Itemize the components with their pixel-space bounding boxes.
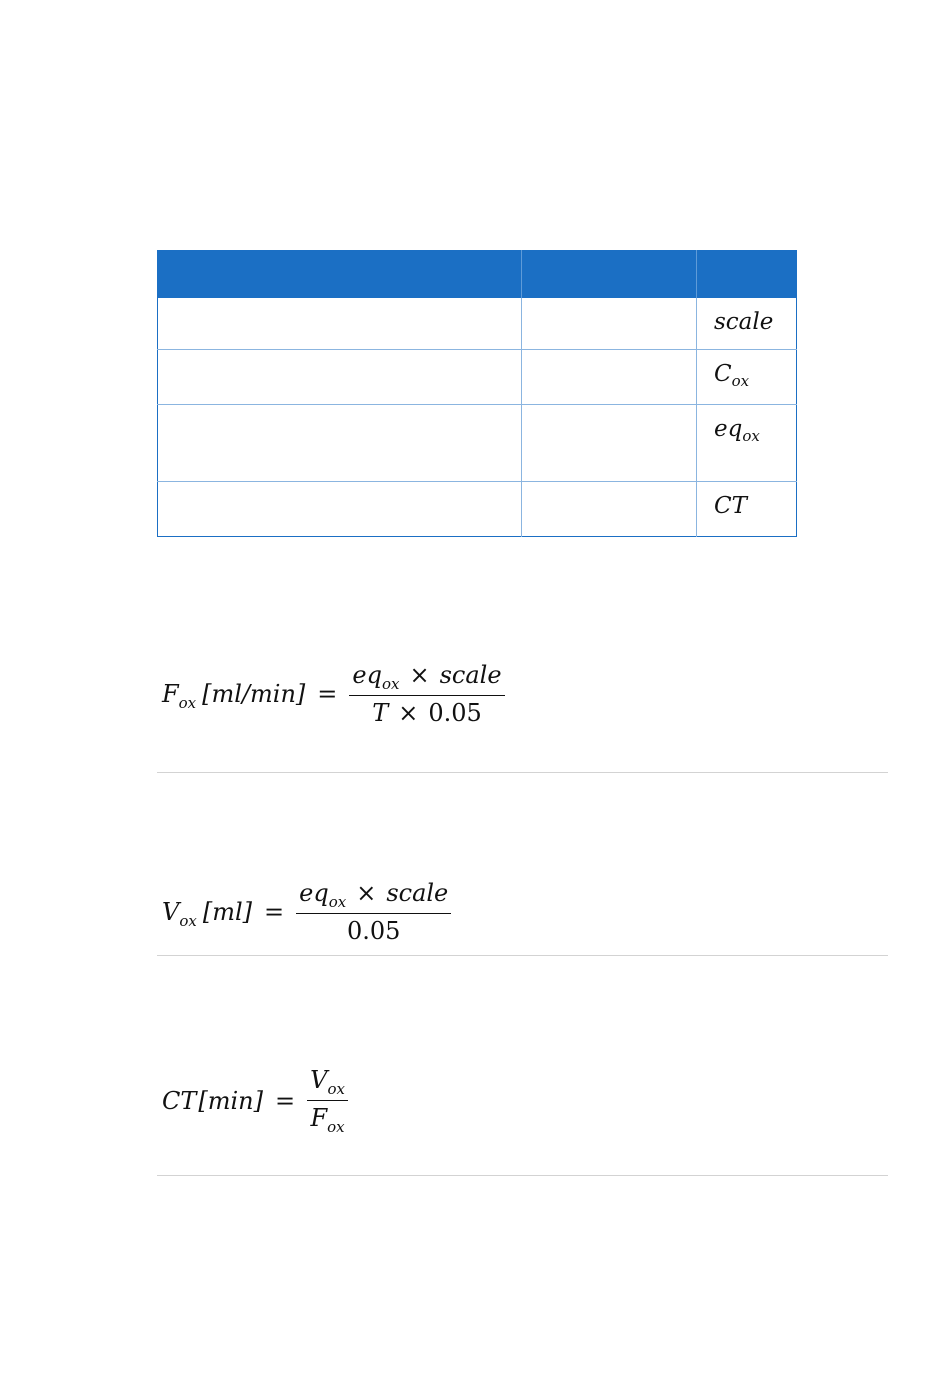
table-header-row — [158, 251, 797, 298]
table-cell — [522, 482, 697, 537]
formula-lhs: V ox [ml] — [162, 898, 253, 930]
denominator: 0.05 — [346, 917, 401, 945]
table-row — [158, 298, 797, 350]
fraction — [296, 878, 451, 946]
formula-lhs: CT [min] — [162, 1086, 263, 1115]
table-row — [158, 482, 797, 537]
numerator: $eq_{ox}$ × scale — [349, 660, 504, 696]
table-cell — [522, 405, 697, 482]
table-row — [158, 350, 797, 405]
table-cell — [158, 350, 522, 405]
flow-rate-formula — [162, 660, 505, 728]
equals-sign: = — [264, 898, 285, 926]
divider — [157, 955, 888, 956]
numerator: $V_{ox}$ — [307, 1065, 348, 1101]
symbol-cell — [697, 298, 797, 350]
fraction — [307, 1065, 348, 1136]
symbol-cell — [697, 405, 797, 482]
symbol-cell — [697, 482, 797, 537]
denominator: $F_{ox}$ — [310, 1104, 345, 1136]
table-header-cell — [697, 251, 797, 298]
table-header-cell — [522, 251, 697, 298]
formula-lhs: F ox [ml/min] — [162, 680, 306, 712]
symbol-cell — [697, 350, 797, 405]
numerator: $eq_{ox}$ × scale — [296, 878, 451, 914]
table-cell — [522, 350, 697, 405]
symbol-ct: CT — [714, 493, 747, 519]
divider — [157, 772, 888, 773]
table-cell — [158, 482, 522, 537]
table-cell — [158, 298, 522, 350]
volume-formula — [162, 878, 451, 946]
table-row — [158, 405, 797, 482]
symbol-scale: scale — [714, 308, 774, 335]
denominator: T × 0.05 — [372, 699, 482, 727]
symbol-c-ox: $C_{ox}$ — [714, 361, 750, 390]
variables-table — [157, 250, 797, 537]
divider — [157, 1175, 888, 1176]
contact-time-formula — [162, 1065, 348, 1136]
fraction — [349, 660, 504, 728]
table-cell — [158, 405, 522, 482]
table-cell — [522, 298, 697, 350]
equals-sign: = — [275, 1086, 296, 1115]
equals-sign: = — [317, 680, 338, 708]
symbol-eq-ox: $eq_{ox}$ — [714, 416, 760, 445]
table-header-cell — [158, 251, 522, 298]
